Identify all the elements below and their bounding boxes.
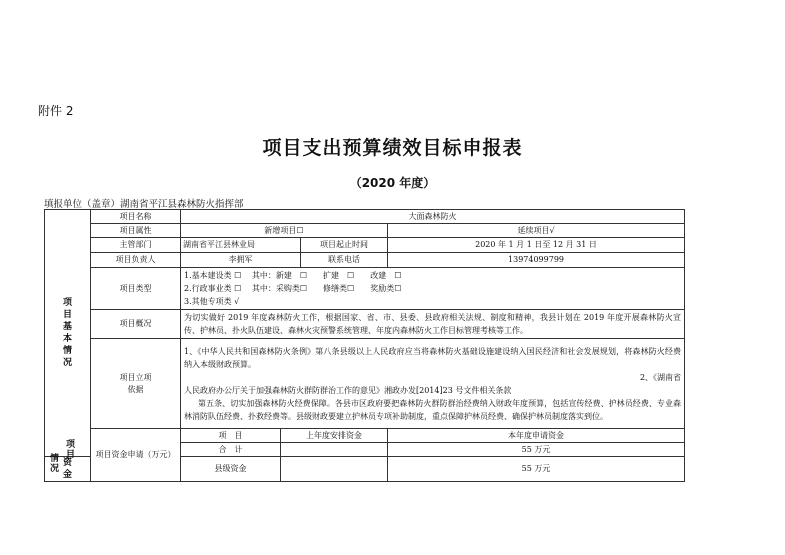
funds-side-top-0: 项	[66, 440, 76, 450]
overview-text: 为切实做好 2019 年度森林防火工作，根据国家、省、市、县委、县政府相关法规、制度和精神，我县计划在 2019 年度开展森林防火宣传、护林员、扑火队伍建设、森林火灾预警系统管理、年度内森林防火工作目标管理考核等工作。	[181, 310, 685, 339]
type-options	[181, 268, 685, 310]
row-funds-header	[45, 429, 685, 443]
year-subtitle: （2020 年度）	[349, 176, 436, 190]
funds-total-this: 55 万元	[388, 443, 685, 457]
funds-side-mid-1: 况	[50, 464, 60, 474]
phone-value: 13974099799	[388, 253, 685, 268]
budget-form-table	[44, 209, 685, 482]
phone-label: 联系电话	[301, 253, 388, 268]
dept-value: 湖南省平江县林业局	[181, 238, 301, 253]
funds-label: 项目资金申请（万元）	[91, 429, 181, 482]
funds-col-last-year: 上年度安排资金	[281, 429, 388, 443]
type-label: 项目类型	[91, 268, 181, 310]
reporting-unit: 填报单位（盖章）湖南省平江县森林防火指挥部	[44, 199, 244, 210]
funds-county-this: 55 万元	[388, 457, 685, 482]
row-overview	[45, 310, 685, 339]
row-project-type	[45, 268, 685, 310]
page-title: 项目支出预算绩效目标申报表	[262, 137, 523, 159]
row-department	[45, 238, 685, 253]
basis-paragraph-3: 第五条、切实加强森林防火经费保障。各县市区政府要把森林防火群防群治经费纳入财政年度预算，包括宣传经费、护林员经费、专业森林消防队伍经费、扑救经费等。县级财政要建立护林员专项补助制度，重点保障护林员经费、确保护林员制度落实到位。	[184, 398, 682, 421]
section-basic-info: 项 目 基 本 情 况	[45, 210, 91, 457]
overview-label: 项目概况	[91, 310, 181, 339]
attachment-label: 附件 2	[38, 104, 74, 118]
funds-total-last	[281, 443, 388, 457]
period-value: 2020 年 1 月 1 日至 12 月 31 日	[388, 238, 685, 253]
basis-text	[181, 339, 685, 429]
funds-side-top-1: 目	[66, 450, 76, 460]
project-attr-label: 项目属性	[91, 224, 181, 238]
row-project-attribute	[45, 224, 685, 238]
person-value: 李拥军	[181, 253, 301, 268]
period-label: 项目起止时间	[301, 238, 388, 253]
section-funds: 资 金	[45, 457, 91, 482]
funds-total-label: 合 计	[181, 443, 281, 457]
type-line-2: 2.行政事业类 ☐ 其中：采购类☐ 修缮类☐ 奖励类☐	[184, 284, 402, 293]
project-name-value: 大面森林防火	[181, 210, 685, 224]
row-project-name	[45, 210, 685, 224]
row-basis	[45, 339, 685, 429]
type-line-3: 3.其他专项类 √	[184, 297, 240, 306]
project-attr-new: 新增项目☐	[181, 224, 388, 238]
row-person	[45, 253, 685, 268]
type-line-1: 1.基本建设类 ☐ 其中：新建 ☐ 扩建 ☐ 改建 ☐	[184, 271, 402, 280]
basis-paragraph-1: 1、《中华人民共和国森林防火条例》第八条县级以上人民政府应当将森林防火基础设施建设纳入国民经济和社会发展规划，将森林防火经费纳入本级财政预算。	[184, 346, 682, 369]
person-label: 项目负责人	[91, 253, 181, 268]
project-name-label: 项目名称	[91, 210, 181, 224]
basis-paragraph-2a: 2、《湖南省	[639, 372, 682, 382]
project-attr-continued: 延续项目√	[388, 224, 685, 238]
dept-label: 主管部门	[91, 238, 181, 253]
funds-county-label: 县级资金	[181, 457, 281, 482]
funds-side-mid-0: 情	[50, 454, 60, 464]
basis-label: 项目立项 依据	[91, 339, 181, 429]
basis-paragraph-2b: 人民政府办公厅关于加强森林防火群防群治工作的意见》湘政办发[2014]23 号文件相关条款	[184, 385, 512, 395]
funds-col-item: 项 目	[181, 429, 281, 443]
funds-col-this-year: 本年度申请资金	[388, 429, 685, 443]
funds-county-last	[281, 457, 388, 482]
